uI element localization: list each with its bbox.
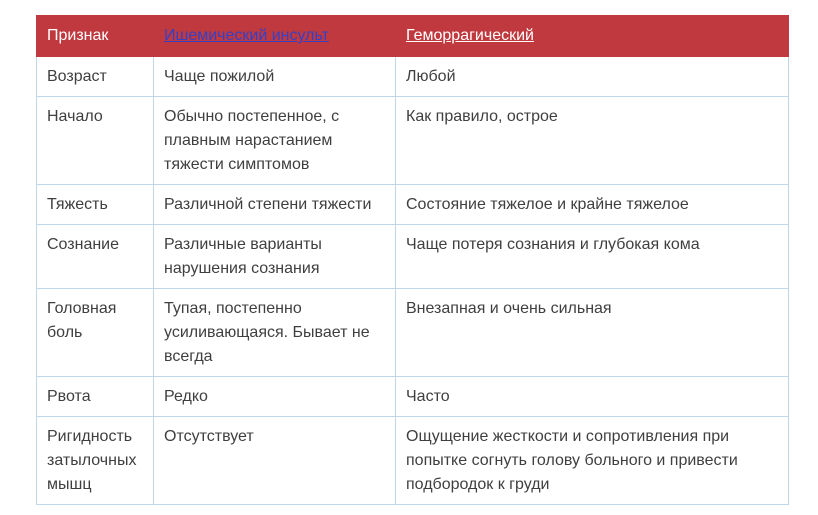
table-row [37,57,789,97]
table-row [37,225,789,289]
row-ischemic-cell: Различные варианты нарушения сознания [154,225,396,289]
table-header-row [37,16,789,57]
row-hemorrhagic-cell: Ощущение жесткости и сопротивления при попытке согнуть голову больного и привести подбородок к груди [396,417,789,505]
row-hemorrhagic-cell: Часто [396,377,789,417]
ischemic-stroke-link[interactable]: Ишемический инсульт [164,27,329,44]
row-hemorrhagic-cell: Любой [396,57,789,97]
header-feature-label: Признак [47,27,109,44]
table-row [37,289,789,377]
row-feature-cell: Начало [37,97,154,185]
row-ischemic-cell: Различной степени тяжести [154,185,396,225]
row-ischemic-cell: Чаще пожилой [154,57,396,97]
row-ischemic-cell: Тупая, постепенно усиливающаяся. Бывает не всегда [154,289,396,377]
row-feature-cell: Ригидность затылочных мышц [37,417,154,505]
hemorrhagic-stroke-link[interactable]: Геморрагический [406,27,534,44]
table-row [37,97,789,185]
table-row [37,417,789,505]
row-feature-cell: Тяжесть [37,185,154,225]
row-feature-cell: Возраст [37,57,154,97]
row-hemorrhagic-cell: Состояние тяжелое и крайне тяжелое [396,185,789,225]
row-feature-cell: Сознание [37,225,154,289]
row-ischemic-cell: Отсутствует [154,417,396,505]
row-feature-cell: Головная боль [37,289,154,377]
row-hemorrhagic-cell: Как правило, острое [396,97,789,185]
row-hemorrhagic-cell: Внезапная и очень сильная [396,289,789,377]
header-feature [37,16,154,57]
header-hemorrhagic [396,16,789,57]
table-row [37,185,789,225]
row-hemorrhagic-cell: Чаще потеря сознания и глубокая кома [396,225,789,289]
row-feature-cell: Рвота [37,377,154,417]
row-ischemic-cell: Редко [154,377,396,417]
comparison-table [36,15,789,505]
row-ischemic-cell: Обычно постепенное, с плавным нарастанием тяжести симптомов [154,97,396,185]
table-row [37,377,789,417]
header-ischemic [154,16,396,57]
